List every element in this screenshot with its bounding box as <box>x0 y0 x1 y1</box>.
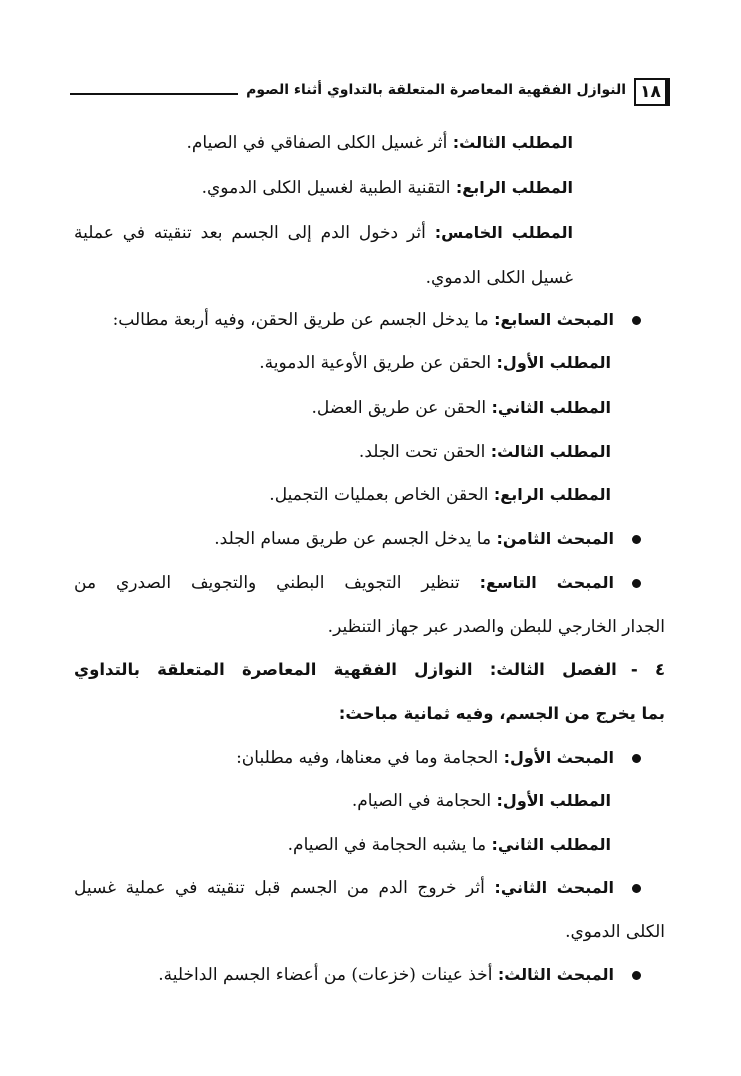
toc-key: المبحث الثاني: <box>494 878 614 897</box>
toc-bullet-line <box>74 568 641 598</box>
bullet-icon <box>632 316 641 325</box>
toc-line <box>70 263 573 293</box>
toc-key: المبحث الثالث: <box>497 965 614 984</box>
bullet-icon <box>632 535 641 544</box>
toc-line <box>70 128 573 158</box>
toc-text: الحجامة وما في معناها، وفيه مطلبان: <box>236 748 504 768</box>
toc-text: ما يدخل الجسم عن طريق مسام الجلد. <box>214 529 497 549</box>
chapter-title: الفصل الثالث: النوازل الفقهية المعاصرة المتعلقة بالتداوي <box>74 660 617 679</box>
toc-key: المبحث السابع: <box>494 310 614 329</box>
toc-text: ما يدخل الجسم عن طريق الحقن، وفيه أربعة مطالب: <box>112 310 495 330</box>
page-number: ١٨ <box>634 78 670 106</box>
toc-text: الحقن الخاص بعمليات التجميل. <box>269 485 494 505</box>
bullet-icon <box>632 754 641 763</box>
toc-text: أثر دخول الدم إلى الجسم بعد تنقيته في عملية <box>74 223 435 243</box>
toc-text: التقنية الطبية لغسيل الكلى الدموي. <box>201 178 456 198</box>
toc-key: المبحث الأول: <box>503 748 614 767</box>
toc-key: المطلب الرابع: <box>455 178 573 197</box>
toc-bullet-line <box>70 524 641 554</box>
toc-text: الحقن عن طريق الأوعية الدموية. <box>259 353 497 373</box>
toc-key: المطلب الأول: <box>496 353 611 372</box>
toc-bullet-line <box>70 960 641 990</box>
toc-key: المطلب الثالث: <box>452 133 573 152</box>
chapter-heading-continued <box>70 699 665 729</box>
toc-key: المبحث الثامن: <box>496 529 614 548</box>
toc-line <box>70 612 665 642</box>
toc-key: المطلب الثالث: <box>490 442 611 461</box>
toc-key: المطلب الثاني: <box>491 835 611 854</box>
toc-line <box>70 830 611 860</box>
toc-line <box>70 917 665 947</box>
toc-text: الحجامة في الصيام. <box>351 791 497 811</box>
toc-key: المطلب الخامس: <box>434 223 574 242</box>
bullet-icon <box>632 579 641 588</box>
toc-key: المبحث التاسع: <box>479 573 614 592</box>
bullet-icon <box>632 884 641 893</box>
toc-text: ما يشبه الحجامة في الصيام. <box>287 835 492 855</box>
toc-line <box>70 437 611 467</box>
running-header <box>70 76 670 112</box>
toc-text: تنظير التجويف البطني والتجويف الصدري من <box>74 573 480 593</box>
toc-bullet-line <box>70 305 641 335</box>
bullet-icon <box>632 971 641 980</box>
chapter-heading <box>74 655 665 685</box>
toc-key: المطلب الثاني: <box>491 398 611 417</box>
toc-text: الجدار الخارجي للبطن والصدر عبر جهاز التنظير. <box>327 617 665 637</box>
toc-text: أخذ عينات (خزعات) من أعضاء الجسم الداخلية. <box>158 965 498 985</box>
running-title: النوازل الفقهية المعاصرة المتعلقة بالتداوي أثناء الصوم <box>238 82 626 98</box>
toc-line <box>74 218 573 248</box>
toc-bullet-line <box>70 743 641 773</box>
toc-bullet-line <box>74 873 641 903</box>
toc-text: الكلى الدموي. <box>565 922 665 942</box>
toc-line <box>70 480 611 510</box>
toc-text: غسيل الكلى الدموي. <box>425 268 573 288</box>
toc-key: المطلب الأول: <box>496 791 611 810</box>
toc-text: الحقن عن طريق العضل. <box>311 398 492 418</box>
toc-line <box>70 348 611 378</box>
chapter-number: ٤ - <box>630 660 666 679</box>
toc-key: المطلب الرابع: <box>493 485 611 504</box>
chapter-title: بما يخرج من الجسم، وفيه ثمانية مباحث: <box>338 704 665 723</box>
toc-line <box>70 786 611 816</box>
toc-text: الحقن تحت الجلد. <box>358 442 491 462</box>
toc-line <box>70 173 573 203</box>
toc-text: أثر غسيل الكلى الصفاقي في الصيام. <box>186 133 453 153</box>
toc-line <box>70 393 611 423</box>
toc-text: أثر خروج الدم من الجسم قبل تنقيته في عملية غسيل <box>74 878 495 898</box>
